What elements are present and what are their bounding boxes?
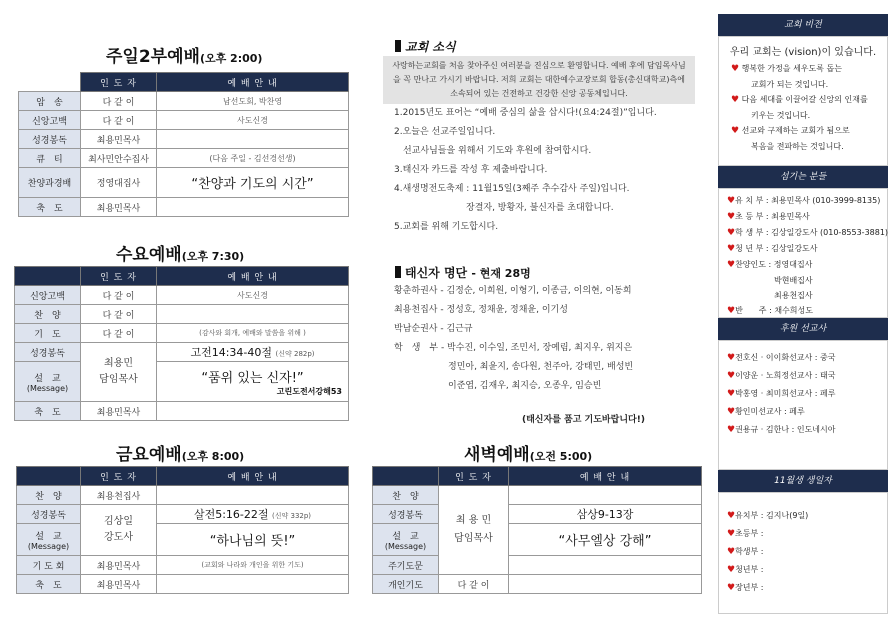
welcome-box: 사랑하는교회를 처음 찾아주신 여러분을 진심으로 환영합니다. 예배 후에 담임목사님을 꼭 만나고 가시기 바랍니다. 저희 교회는 대한예수교장로회 합동(총신대학교)측에 소속되어 있는 건전하고 건강한 신앙 공동체입니다. [383,56,695,104]
mission-text: 전호신 · 이이화선교사 : 중국 [735,353,836,362]
leader-cell: 다 같 이 [81,286,157,305]
wednesday-time: (오후 7:30) [181,250,245,263]
roster-line: 최용천집사 - 정성호, 정채윤, 정채윤, 이기성 [394,305,568,315]
wednesday-service-title [116,240,244,265]
heart-icon: ♥ [727,212,736,222]
mission-item [727,421,883,439]
role-cell: 성경봉독 [373,505,439,524]
roster-line: 이준엽, 김재우, 최지승, 오종우, 임승빈 [394,381,602,391]
table-row [373,575,702,594]
leader-name: 김상일 [104,516,133,527]
info-cell: (교회와 나라와 개인을 위한 기도) [157,556,349,575]
table-row [15,402,349,421]
vision-line: 복음을 전파하는 것입니다. [751,142,844,151]
sermon-title: “하나님의 뜻!” [157,524,349,556]
birthday-item [727,579,883,597]
heart-icon: ♥ [727,425,736,435]
info-cell: 사도신경 [157,111,349,130]
sermon-role: 설 교 [392,531,419,542]
news-item: 5.교회를 위해 기도합시다. [394,222,499,232]
vision-line: 키우는 것입니다. [751,111,811,120]
leader-cell: 최용민목사 [81,575,157,594]
news-item: 4.새생명전도축제 : 11월15일(3째주 추수감사 주일)입니다. [394,184,630,194]
role-cell: 성경봉독 [19,130,81,149]
staff-text: 학 생 부 : 김상일강도사 (010-8553-3881) [735,228,888,237]
leader-title: 강도사 [104,532,133,543]
info-cell: (다음 주일 - 김선경선생) [157,149,349,168]
birthday-item [727,543,883,561]
heart-icon: ♥ [727,547,736,557]
roster-line: 박남순권사 - 김근규 [394,324,473,334]
role-cell [15,362,81,402]
staff-item [727,241,883,257]
scripture-cell [157,505,349,524]
staff-body [718,188,888,318]
mission-band: 후원 선교사 [718,318,888,340]
heart-icon: ♥ [727,529,736,539]
friday-time: (오후 8:00) [181,450,245,463]
sermon-sub: (Message) [26,383,69,393]
leader-title: 담임목사 [454,533,493,544]
staff-item [727,303,883,319]
wednesday-service-table [14,266,349,421]
heart-icon: ♥ [727,565,736,575]
news-list [394,104,704,237]
leader-cell: 최용민목사 [81,402,157,421]
birthday-text: 초등부 : [735,529,764,538]
vision-band: 교회 비전 [718,14,888,36]
leader-cell: 최용천집사 [81,486,157,505]
vision-item [731,123,881,139]
role-cell: 축 도 [19,198,81,217]
role-cell: 찬 양 [15,305,81,324]
col-header-leader: 인 도 자 [81,467,157,486]
vision-item [731,61,881,77]
scripture-text: 삼상9-13장 [509,505,702,524]
mission-text: 황인미선교사 : 페루 [735,407,805,416]
news-item: 선교사님들을 위해서 기도와 후원에 참여합시다. [394,146,592,156]
table-row [19,198,349,217]
news-item: 장결자, 방황자, 불신자를 초대합니다. [394,203,614,213]
bullet-bar-icon [395,266,401,278]
role-cell: 개인기도 [373,575,439,594]
staff-text: 반 주 : 채수희성도 [735,306,813,315]
sermon-sub: (Message) [27,541,70,551]
leader-title: 담임목사 [99,374,138,385]
col-header-info: 예 배 안 내 [157,467,349,486]
role-cell: 기 도 [15,324,81,343]
heart-icon: ♥ [727,407,736,417]
role-cell: 신앙고백 [19,111,81,130]
vision-line: 다음 세대를 이끌어갈 신앙의 인재를 [741,95,868,104]
table-row [373,556,702,575]
sunday-service-title [106,42,262,67]
info-cell: 남선도회, 박찬영 [157,92,349,111]
role-cell: 축 도 [17,575,81,594]
table-row [373,505,702,524]
table-row [17,524,349,556]
leader-cell: 최용민목사 [81,130,157,149]
mission-item [727,367,883,385]
scripture-text: 고전14:34-40절 [190,346,273,359]
heart-icon: ♥ [727,228,736,238]
role-cell [373,524,439,556]
table-row [17,575,349,594]
table-row [15,305,349,324]
heart-icon: ♥ [727,260,736,270]
sunday-service-table [18,72,349,217]
leader-cell: 정영대집사 [81,168,157,198]
staff-band: 섬기는 분들 [718,166,888,188]
roster-line: 황춘하권사 - 김정순, 이희원, 이형기, 이종금, 이의현, 이동희 [394,286,632,296]
sunday-title-text: 주일2부예배 [106,47,200,67]
staff-item [727,225,888,241]
heart-icon: ♥ [727,196,736,206]
role-cell: 주기도문 [373,556,439,575]
table-row [19,111,349,130]
sermon-sub: (Message) [384,541,427,551]
mission-item [727,385,883,403]
col-header-leader: 인 도 자 [439,467,509,486]
staff-text: 유 치 부 : 최용민목사 (010-3999-8135) [735,196,881,205]
scripture-text: 살전5:16-22절 [193,508,269,521]
birthday-text: 청년부 : [735,565,764,574]
info-cell: 사도신경 [157,286,349,305]
heart-icon: ♥ [727,353,736,363]
vision-body [718,36,888,166]
news-heading-text: 교회 소식 [405,40,456,54]
scripture-note: (신약 282p) [275,350,315,358]
news-item: 2.오늘은 선교주일입니다. [394,127,496,137]
bullet-bar-icon [395,40,401,52]
birthday-text: 유치부 : 김지나(9일) [735,511,809,520]
birthday-text: 학생부 : [735,547,764,556]
heart-icon: ♥ [727,583,736,593]
leader-cell: 다 같 이 [81,305,157,324]
leader-cell: 최사민안수집사 [81,149,157,168]
leader-combined-cell [81,343,157,402]
table-row [15,362,349,402]
sermon-role: 설 교 [35,531,62,542]
scripture-note: (신약 332p) [272,512,312,520]
sermon-role: 설 교 [34,373,61,384]
leader-cell: 다 같 이 [81,324,157,343]
role-cell: 찬양과경배 [19,168,81,198]
col-header-info: 예 배 안 내 [509,467,702,486]
vision-item [731,92,881,108]
info-cell [157,130,349,149]
leader-name: 최용민 [104,358,133,369]
news-item: 1.2015년도 표어는 “예배 중심의 삶을 삽시다!(요4:24절)”입니다. [394,108,657,118]
table-row [15,324,349,343]
leader-combined-cell [439,486,509,575]
staff-text: 초 등 부 : 최용민목사 [735,212,810,221]
wednesday-title-text: 수요예배 [116,245,182,265]
table-row [17,486,349,505]
table-row [15,286,349,305]
staff-text: 찬양인도 : 정영대집사 [735,260,813,269]
dawn-service-table [372,466,702,594]
roster-list [394,282,706,396]
roster-line: 정민아, 최윤지, 송다원, 천주아, 강태민, 배성빈 [394,362,634,372]
mission-text: 이양운 · 노희정선교사 : 태국 [735,371,836,380]
info-cell: “찬양과 기도의 시간” [157,168,349,198]
vision-line: 선교와 구제하는 교회가 됨으로 [741,126,850,135]
dawn-time: (오전 5:00) [529,450,593,463]
leader-cell: 다 같 이 [439,575,509,594]
role-cell: 찬 양 [373,486,439,505]
table-row [19,130,349,149]
roster-footer: (태신자를 품고 기도바랍니다!) [522,415,645,425]
vision-line: 행복한 가정을 세우도록 돕는 [741,64,842,73]
heart-icon: ♥ [727,306,736,316]
staff-text: 박현배집사 [734,276,813,285]
table-row [19,168,349,198]
sermon-cell [157,362,349,402]
friday-service-title [116,440,244,465]
sermon-title: “품위 있는 신자!” [201,370,304,386]
vision-intro: 우리 교회는 (vision)이 있습니다. [729,47,877,58]
birthday-band: 11월생 생일자 [718,470,888,492]
staff-item [727,209,883,225]
vision-line: 교회가 되는 것입니다. [751,80,829,89]
roster-count: - 현재 28명 [471,267,531,280]
role-cell: 성경봉독 [15,343,81,362]
roster-heading-text: 태신자 명단 [405,266,468,280]
mission-item [727,403,883,421]
staff-item [727,193,883,209]
roster-heading [395,264,531,281]
leader-combined-cell [81,505,157,556]
staff-item [727,257,883,273]
table-row [17,556,349,575]
role-cell: 성경봉독 [17,505,81,524]
scripture-cell [157,343,349,362]
info-cell [157,305,349,324]
sunday-time: (오후 2:00) [199,52,263,65]
role-cell: 기 도 회 [17,556,81,575]
heart-icon: ♥ [727,244,736,254]
table-row [15,343,349,362]
table-row [19,92,349,111]
roster-line: 학 생 부 - 박수진, 이수일, 조민서, 장예림, 최지우, 위지은 [394,343,633,353]
sermon-ref: 고린도전서강해53 [276,386,342,396]
friday-service-table [16,466,349,594]
sidebar [718,14,888,614]
table-row [17,505,349,524]
heart-icon: ♥ [731,64,740,74]
heart-icon: ♥ [731,126,740,136]
leader-cell: 최용민목사 [81,556,157,575]
leader-cell: 최용민목사 [81,198,157,217]
sermon-title: “사무엘상 강해” [509,524,702,556]
mission-text: 박홍영 · 최미희선교사 : 페루 [735,389,836,398]
role-cell: 신앙고백 [15,286,81,305]
role-cell: 축 도 [15,402,81,421]
birthday-item [727,507,883,525]
role-cell: 큐 티 [19,149,81,168]
heart-icon: ♥ [731,95,740,105]
mission-item [727,349,883,367]
leader-cell: 다 같 이 [81,92,157,111]
role-cell [17,524,81,556]
col-header-info: 예 배 안 내 [157,73,349,92]
birthday-text: 장년부 : [735,583,764,592]
news-heading [395,38,456,55]
leader-name: 최 용 민 [455,515,492,526]
mission-text: 권용규 · 김한나 : 인도네시아 [735,425,836,434]
table-row [373,524,702,556]
dawn-service-title [464,440,592,465]
table-row [19,149,349,168]
mission-body [718,340,888,470]
col-header-info: 예 배 안 내 [157,267,349,286]
role-cell: 암 송 [19,92,81,111]
birthday-item [727,561,883,579]
friday-title-text: 금요예배 [116,445,182,465]
col-header-leader: 인 도 자 [81,73,157,92]
col-header-leader: 인 도 자 [81,267,157,286]
role-cell: 찬 양 [17,486,81,505]
info-cell [157,198,349,217]
news-item: 3.태신자 카드를 작성 후 제출바랍니다. [394,165,548,175]
heart-icon: ♥ [727,371,736,381]
info-cell: (감사와 회개, 예배와 말씀을 위해 ) [157,324,349,343]
dawn-title-text: 새벽예배 [464,445,530,465]
heart-icon: ♥ [727,511,736,521]
birthday-item [727,525,883,543]
heart-icon: ♥ [727,389,736,399]
staff-text: 청 년 부 : 김상일강도사 [735,244,818,253]
leader-cell: 다 같 이 [81,111,157,130]
staff-text: 최용천집사 [734,291,813,300]
birthday-body [718,492,888,614]
table-row [373,486,702,505]
